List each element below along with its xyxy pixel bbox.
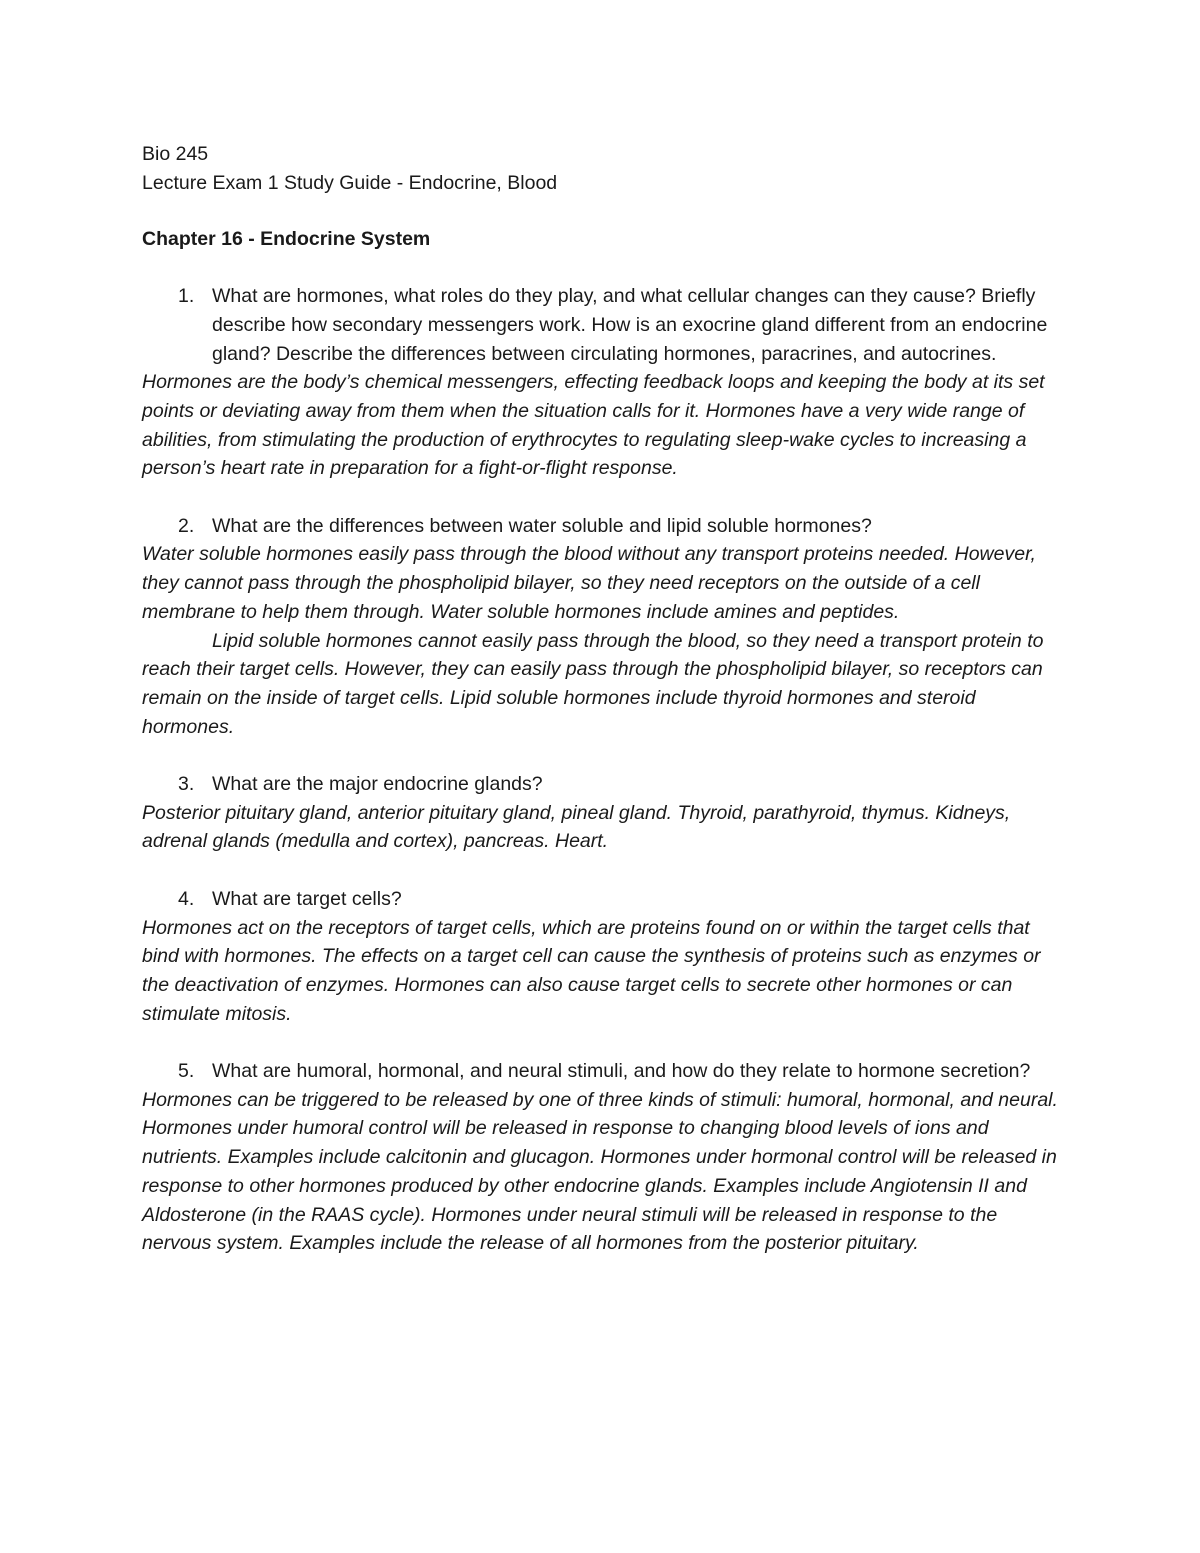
question-text: What are hormones, what roles do they play, and what cellular changes can they cause? Briefly describe how secondary messengers work. How is an exocrine gland different from an endocrine gland? Describe the differences between circulating hormones, paracrines, and autocrines. [212,285,1048,365]
answer-text: Water soluble hormones easily pass through the blood without any transport proteins needed. However, they cannot pass through the phospholipid bilayer, so they need receptors on the outside of a cell membrane to help them through. Water soluble hormones include amines and peptides. [142,543,1036,623]
question-number: 4. [178,887,195,910]
question-number: 5. [178,1060,195,1083]
answer-text: Posterior pituitary gland, anterior pituitary gland, pineal gland. Thyroid, parathyroid, thymus. Kidneys, adrenal glands (medulla and cortex), pancreas. Heart. [142,801,1011,853]
chapter-heading: Chapter 16 - Endocrine System [142,228,431,251]
question-number: 2. [178,514,195,537]
question-item [142,282,1062,368]
question-text: What are the differences between water soluble and lipid soluble hormones? [212,514,872,537]
question-item [142,512,1062,541]
question-item [142,1057,1062,1086]
document-subtitle: Lecture Exam 1 Study Guide - Endocrine, Blood [142,171,558,194]
question-text: What are target cells? [212,887,402,910]
answer-text-continued: Lipid soluble hormones cannot easily pass through the blood, so they need a transport protein to reach their target cells. However, they can easily pass through the phospholipid bilayer, so receptors can remain on the inside of target cells. Lipid soluble hormones include thyroid hormones and steroid hormones. [142,629,1044,738]
answer-text: Hormones are the body’s chemical messengers, effecting feedback loops and keeping the body at its set points or deviating away from them when the situation calls for it. Hormones have a very wide range of abilities, from stimulating the production of erythrocytes to regulating sleep-wake cycles to increasing a person’s heart rate in preparation for a fight-or-flight response. [142,371,1045,480]
document-body [142,140,1062,1258]
question-item [142,885,1062,914]
answer-text: Hormones can be triggered to be released by one of three kinds of stimuli: humoral, hormonal, and neural. Hormones under humoral control will be released in response to changing blood levels of ions and nutrients. Examples include calcitonin and glucagon. Hormones under hormonal control will be released in response to other hormones produced by other endocrine glands. Examples include Angiotensin II and Aldosterone (in the RAAS cycle). Hormones under neural stimuli will be released in response to the nervous system. Examples include the release of all hormones from the posterior pituitary. [142,1088,1058,1255]
question-text: What are the major endocrine glands? [212,773,543,796]
course-title: Bio 245 [142,143,209,165]
question-item [142,770,1062,799]
question-text: What are humoral, hormonal, and neural stimuli, and how do they relate to hormone secretion? [212,1060,1031,1083]
question-number: 1. [178,285,195,308]
question-number: 3. [178,773,195,796]
answer-text: Hormones act on the receptors of target cells, which are proteins found on or within the target cells that bind with hormones. The effects on a target cell can cause the synthesis of proteins such as enzymes or the deactivation of enzymes. Hormones can also cause target cells to secrete other hormones or can stimulate mitosis. [142,916,1041,1025]
